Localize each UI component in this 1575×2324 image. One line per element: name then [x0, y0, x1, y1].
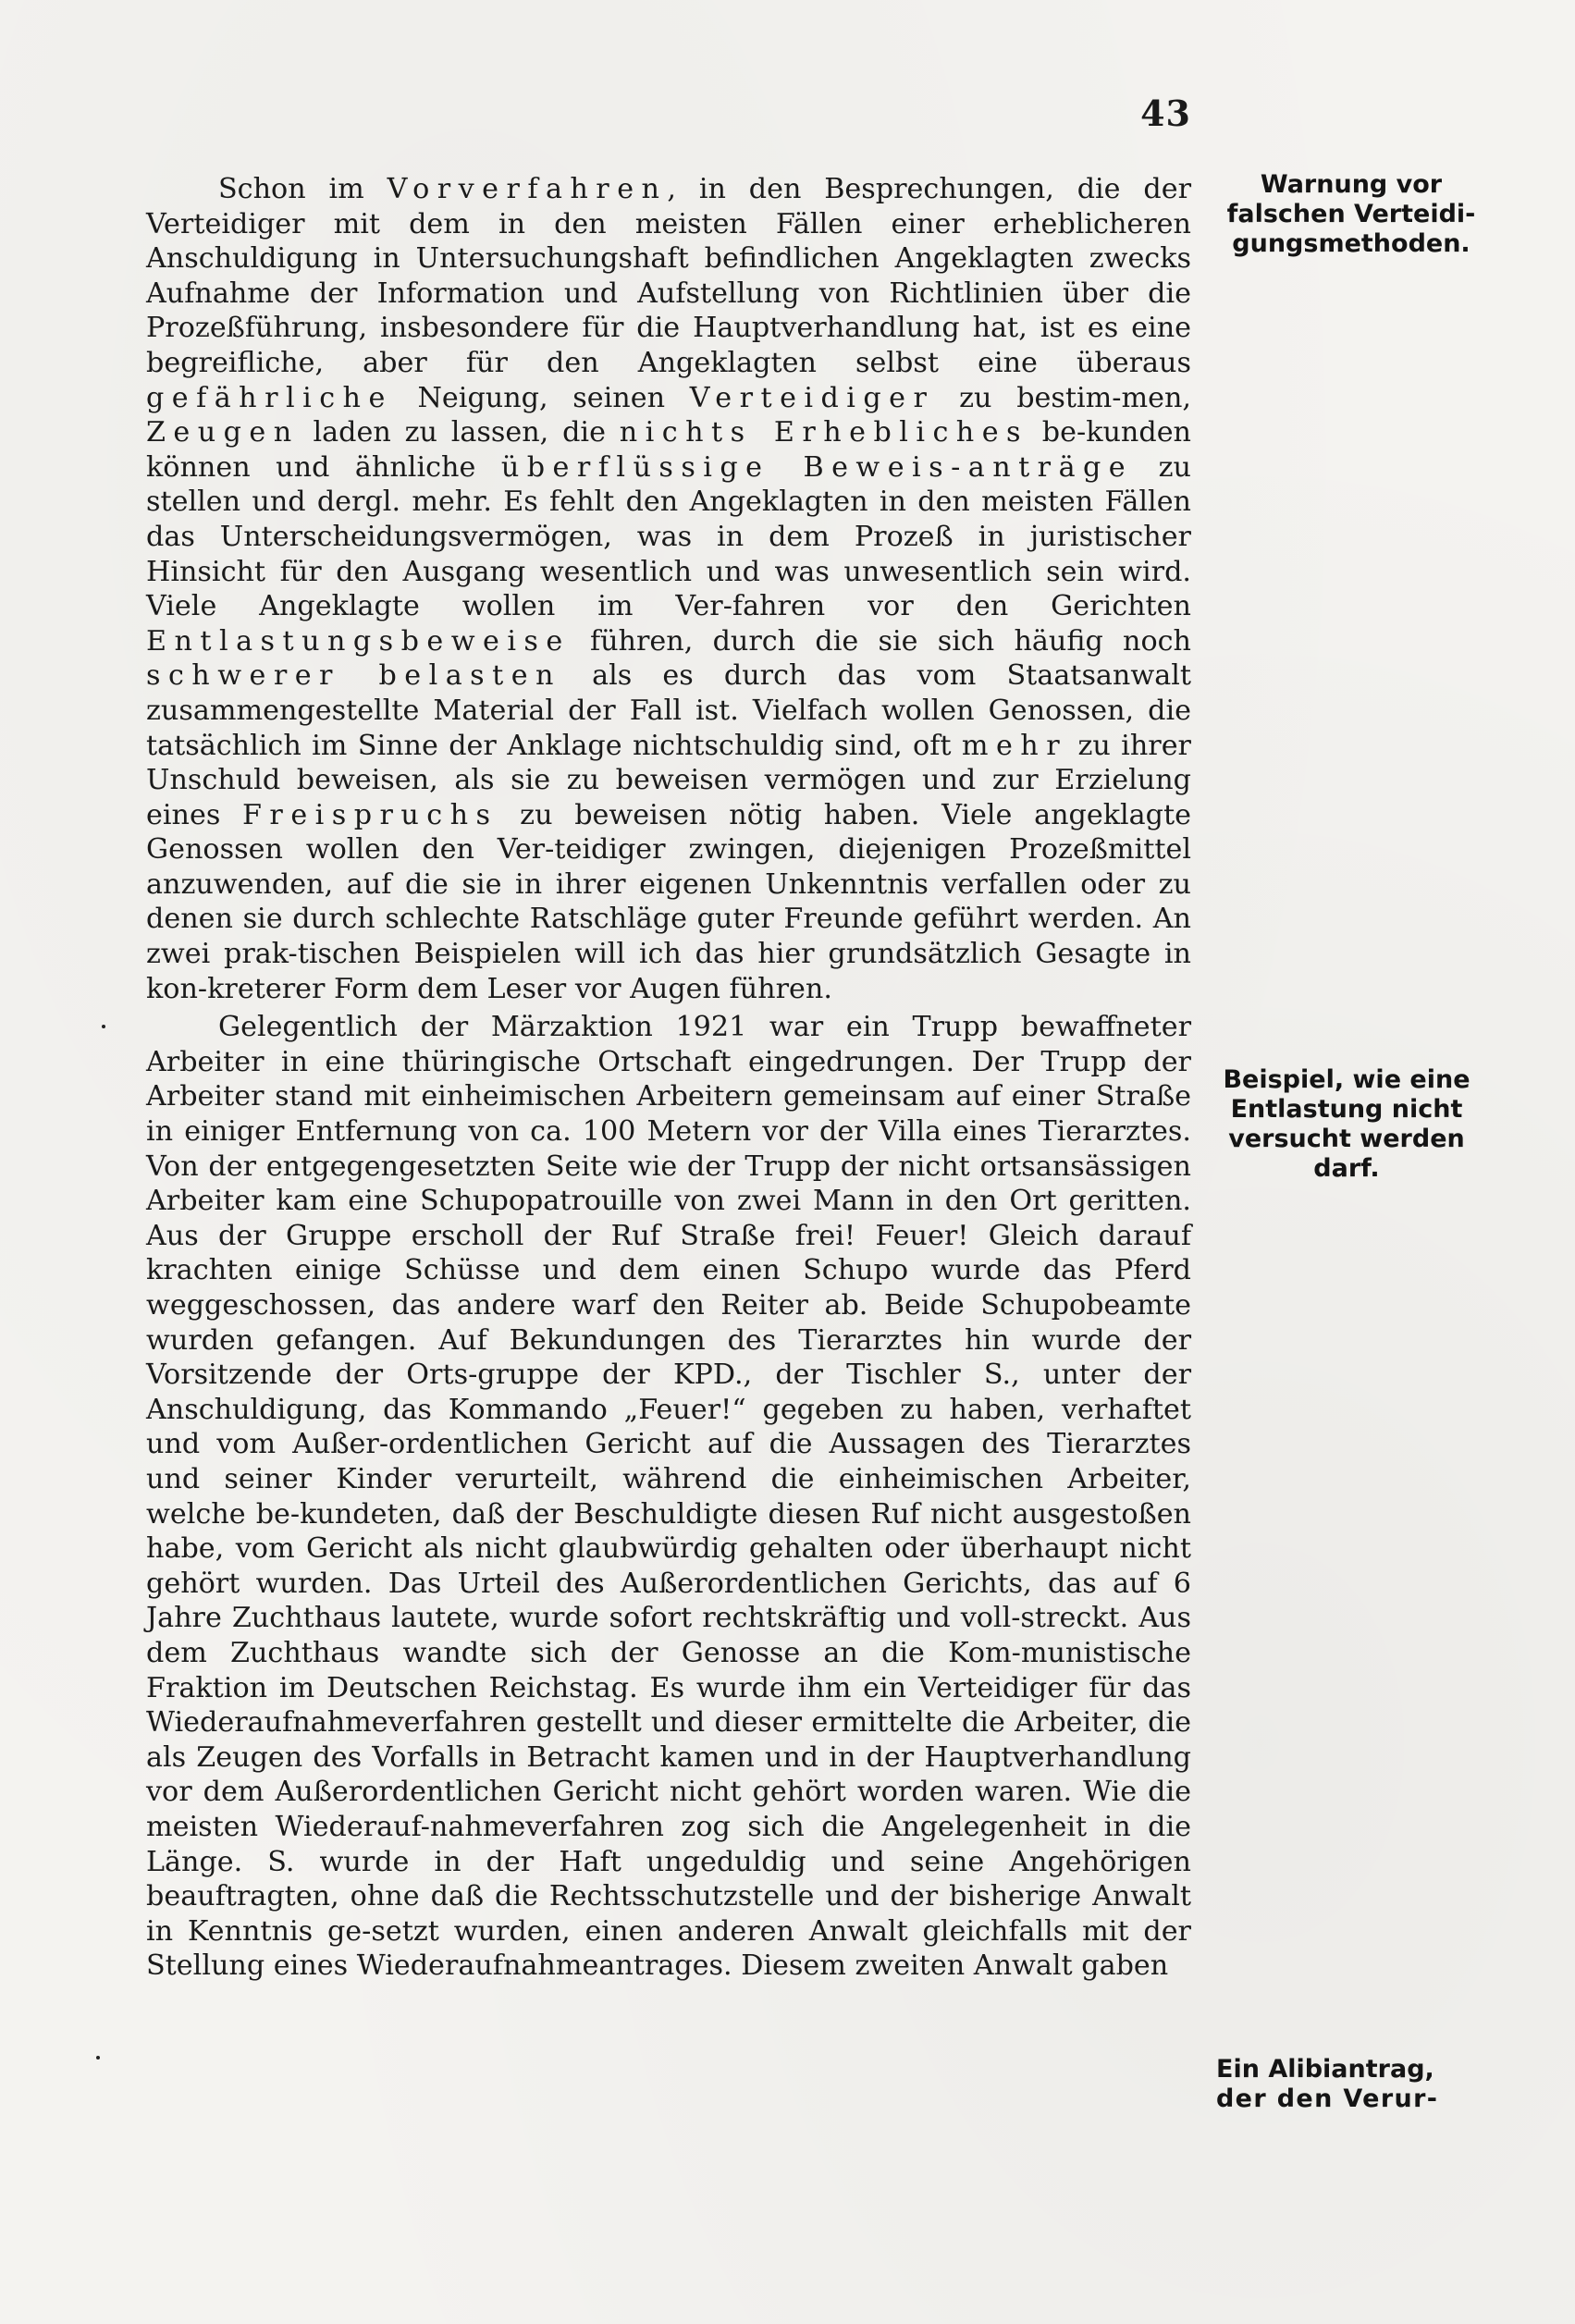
margin-note-line: Beispiel, wie eine [1223, 1065, 1470, 1094]
text-run: laden zu lassen, die [299, 416, 620, 449]
main-text-column [146, 172, 1191, 1984]
margin-note-line: Warnung vor [1260, 170, 1443, 199]
margin-note-alibi [1216, 2055, 1477, 2114]
margin-note-line: Ein Alibiantrag, [1216, 2055, 1434, 2084]
margin-note-line: falschen Verteidi- [1226, 200, 1476, 228]
page-number: 43 [1140, 92, 1191, 134]
text-run: zu ihrer Unschuld beweisen, als sie zu beweisen vermögen und zur Erzielung eines [146, 729, 1191, 831]
text-run: be-kunden können und ähnliche [146, 416, 1191, 484]
margin-note-line: der den Verur- [1216, 2084, 1439, 2113]
text-run: Schon im [218, 173, 388, 205]
paragraph-warning [146, 172, 1191, 1006]
margin-note-line: versucht werden [1228, 1125, 1465, 1153]
emphasis-run: mehr [961, 729, 1068, 762]
margin-note-example [1216, 1065, 1477, 1184]
emphasis-run: schwerer belasten [146, 659, 561, 693]
emphasis-run: gefährliche [146, 381, 393, 414]
text-run: führen, durch die sie sich häufig noch [570, 624, 1191, 658]
print-speck [96, 2056, 100, 2060]
emphasis-run: Verteidiger [689, 381, 935, 414]
text-run: , in den Besprechungen, die der Verteidiger mit dem in den meisten Fällen einer erheblicheren Anschuldigung in Untersuchungshaft befindlichen Angeklagten zwecks Aufnahme der Information und Aufstellung von Richtlinien über die Prozeßführung, insbesondere für die Hauptverhandlung hat, ist es eine begreifliche, aber für den Angeklagten selbst eine überaus [146, 173, 1192, 379]
margin-note-line: gungsmethoden. [1232, 229, 1470, 258]
margin-note-line: darf. [1313, 1154, 1380, 1183]
text-run: zu stellen und dergl. mehr. Es fehlt den Angeklagten in den meisten Fällen das Unterscheidungsvermögen, was in dem Prozeß in juristischer Hinsicht für den Ausgang wesentlich und was unwesentlich sein wird. Viele Angeklagte wollen im Ver-fahren vor den Gerichten [146, 450, 1191, 623]
emphasis-run: Vorverfahren [387, 173, 668, 205]
text-run: zu beweisen nötig haben. Viele angeklagte Genossen wollen den Ver-teidiger zwingen, diejenigen Prozeßmittel anzuwenden, auf die sie in ihrer eigenen Unkenntnis verfallen oder zu denen sie durch schlechte Ratschläge guter Freunde geführt werden. An zwei prak-tischen Beispielen will ich das hier grundsätzlich Gesagte in kon-kreterer Form dem Leser vor Augen führen. [146, 798, 1191, 1005]
text-run: zu bestim-men, [934, 381, 1192, 414]
paragraph-example: Gelegentlich der Märzaktion 1921 war ein Trupp bewaffneter Arbeiter in eine thüringische Ortschaft eingedrungen. Der Trupp der Arbeiter stand mit einheimischen Arbeitern gemeinsam auf einer Straße in einiger Entfernung von ca. 100 Metern vor der Villa eines Tierarztes. Von der entgegengesetzten Seite wie der Trupp der nicht ortsansässigen Arbeiter kam eine Schupopatrouille von zwei Mann in den Ort geritten. Aus der Gruppe erscholl der Ruf Straße frei! Feuer! Gleich darauf krachten einige Schüsse und dem einen Schupo wurde das Pferd weggeschossen, das andere warf den Reiter ab. Beide Schupobeamte wurden gefangen. Auf Bekundungen des Tierarztes hin wurde der Vorsitzende der Orts-gruppe der KPD., der Tischler S., unter der Anschuldigung, das Kommando „Feuer!“ gegeben zu haben, verhaftet und vom Außer-ordentlichen Gericht auf die Aussagen des Tierarztes und seiner Kinder verurteilt, während die einheimischen Arbeiter, welche be-kundeten, daß der Beschuldigte diesen Ruf nicht ausgestoßen habe, vom Gericht als nicht glaubwürdig gehalten oder überhaupt nicht gehört wurden. Das Urteil des Außerordentlichen Gerichts, das auf 6 Jahre Zuchthaus lautete, wurde sofort rechtskräftig und voll-streckt. Aus dem Zuchthaus wandte sich der Genosse an die Kom-munistische Fraktion im Deutschen Reichstag. Es wurde ihm ein Verteidiger für das Wiederaufnahmeverfahren gestellt und dieser ermittelte die Arbeiter, die als Zeugen des Vorfalls in Betracht kamen und in der Hauptverhandlung vor dem Außerordentlichen Gericht nicht gehört worden waren. Wie die meisten Wiederauf-nahmeverfahren zog sich die Angelegenheit in die Länge. S. wurde in der Haft ungeduldig und seine Angehörigen beauftragten, ohne daß die Rechtsschutzstelle und der bisherige Anwalt in Kenntnis ge-setzt wurden, einen anderen Anwalt gleichfalls mit der Stellung eines Wiederaufnahmeantrages. Diesem zweiten Anwalt gaben [146, 1011, 1191, 1983]
text-run: Neigung, seinen [392, 381, 690, 414]
emphasis-run: Freispruchs [242, 798, 498, 831]
emphasis-run: Zeugen [146, 416, 300, 449]
emphasis-run: Entlastungsbeweise [146, 624, 571, 658]
emphasis-run: überflüssige Beweis-anträge [500, 450, 1134, 484]
print-speck [102, 1025, 105, 1028]
text-run: als es durch das vom Staatsanwalt zusammengestellte Material der Fall ist. Vielfach wollen Genossen, die tatsächlich im Sinne der Anklage nichtschuldig sind, oft [146, 659, 1191, 762]
emphasis-run: nichts Erhebliches [619, 416, 1028, 449]
margin-note-line: Entlastung nicht [1230, 1095, 1463, 1124]
margin-note-warning [1225, 170, 1477, 259]
